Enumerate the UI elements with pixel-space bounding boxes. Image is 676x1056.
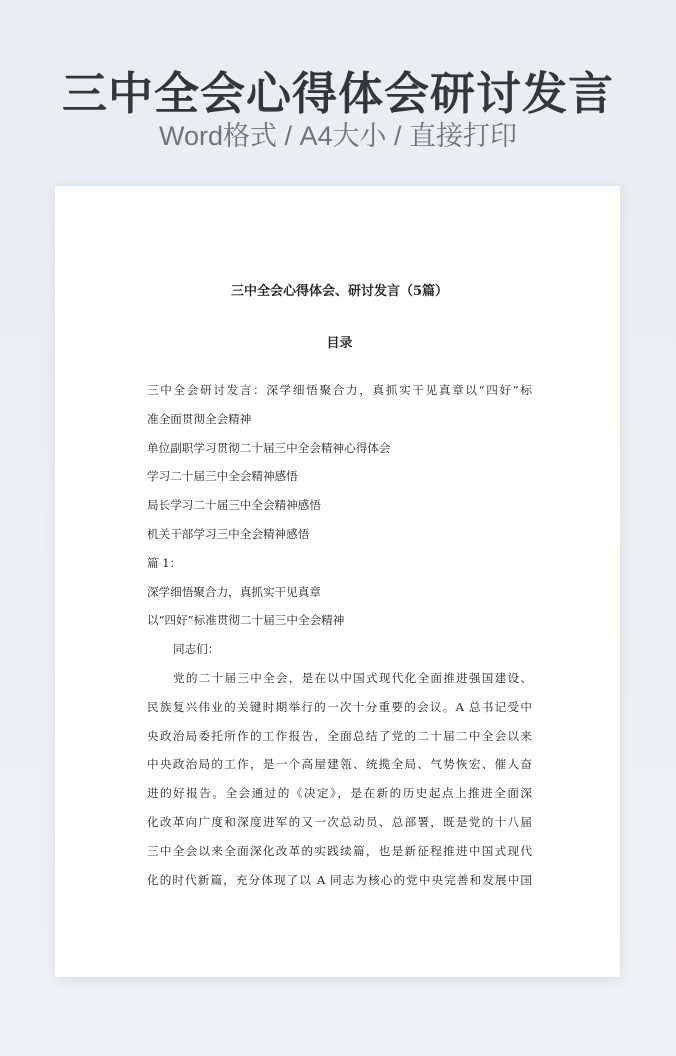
article-label: 篇 1：	[147, 555, 182, 570]
banner-subtitle: Word格式 / A4大小 / 直接打印	[158, 121, 518, 151]
body-line: 党的二十届三中全会，是在以中国式现代化全面推进强国建设、	[173, 670, 532, 685]
document-text	[147, 380, 532, 898]
salutation: 同志们：	[173, 642, 220, 657]
body-line: 化改革向广度和深度进军的又一次总动员、总部署，既是党的十八届	[147, 814, 532, 829]
toc-entry-1-line-2: 准全面贯彻全会精神	[147, 411, 252, 426]
document-title: 三中全会心得体会、研讨发言（5篇）	[230, 284, 449, 299]
body-line: 化的时代新篇，充分体现了以 A 同志为核心的党中央完善和发展中国	[147, 872, 532, 887]
body-line: 央政治局委托所作的工作报告，全面总结了党的二十届二中全会以来	[147, 728, 532, 743]
toc-heading: 目录	[326, 336, 353, 351]
article-title-line-1: 深学细悟聚合力，真抓实干见真章	[147, 584, 321, 599]
article-title-line-2: 以“四好”标准贯彻二十届三中全会精神	[147, 613, 345, 628]
banner-header	[0, 0, 676, 180]
toc-entry-5: 机关干部学习三中全会精神感悟	[147, 526, 310, 541]
body-line: 中央政治局的工作，是一个高屋建瓴、统揽全局、气势恢宏、催人奋	[147, 757, 532, 772]
body-line: 三中全会以来全面深化改革的实践续篇，也是新征程推进中国式现代	[147, 843, 532, 858]
toc-entry-3: 学习二十届三中全会精神感悟	[147, 469, 298, 484]
toc-entry-4: 局长学习二十届三中全会精神感悟	[147, 498, 321, 513]
toc-entry-2: 单位副职学习贯彻二十届三中全会精神心得体会	[147, 440, 391, 455]
banner-title: 三中全会心得体会研讨发言	[61, 67, 614, 120]
body-line: 民族复兴伟业的关键时期举行的一次十分重要的会议。A 总书记受中	[147, 699, 532, 714]
toc-entry-1-line-1: 三中全会研讨发言：深学细悟聚合力，真抓实干见真章以“四好”标	[147, 383, 532, 397]
document-page	[55, 186, 620, 977]
body-line: 进的好报告。全会通过的《决定》，是在新的历史起点上推进全面深	[147, 786, 532, 801]
